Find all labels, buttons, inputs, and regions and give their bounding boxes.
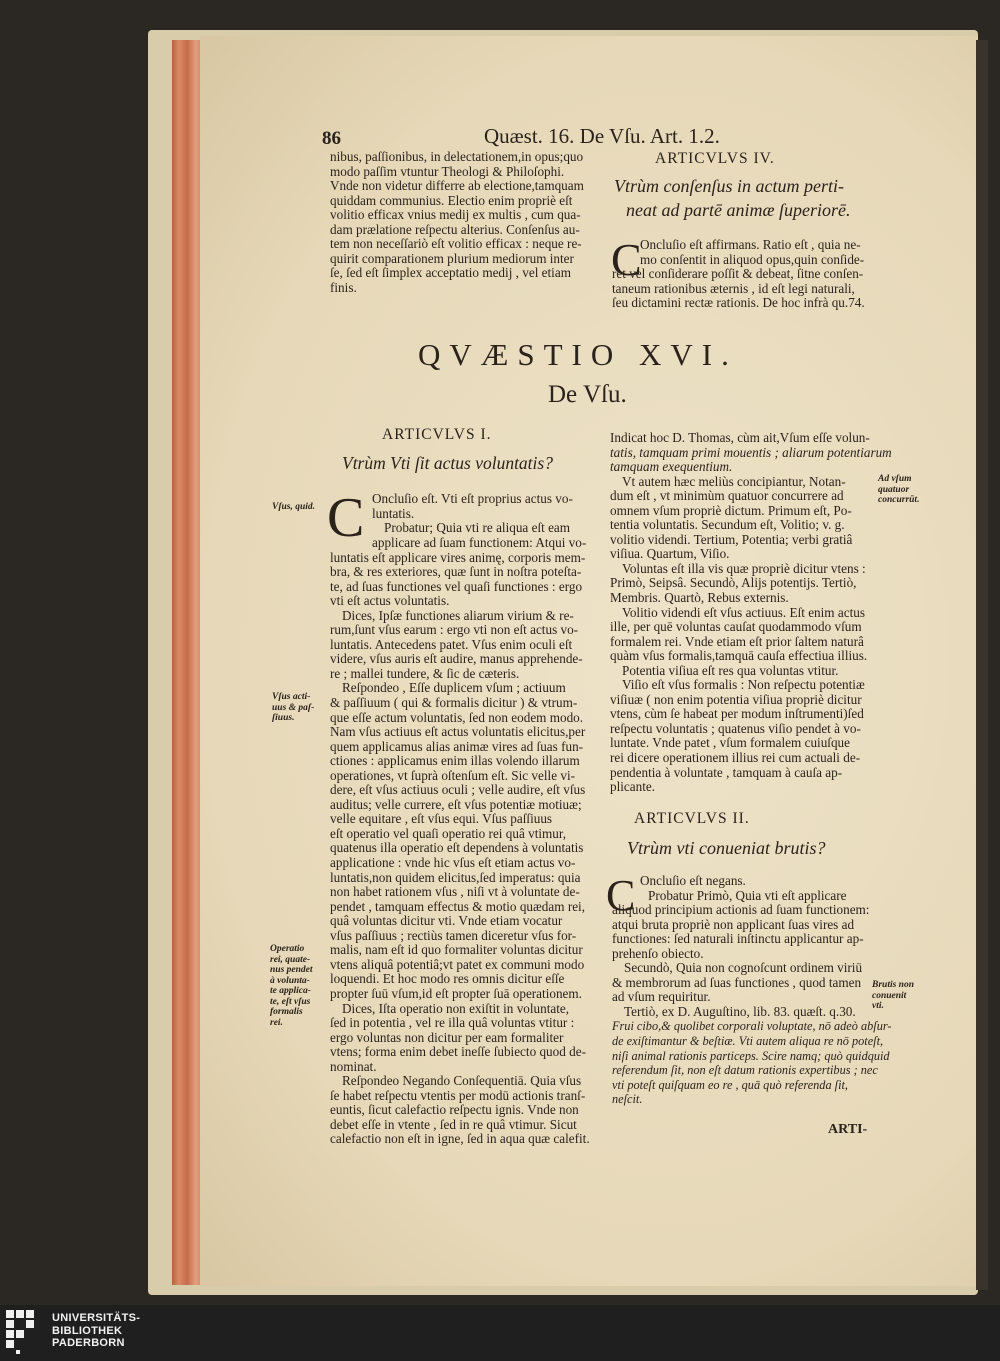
text-line: quàm vſus formalis,tamquā cauſa effectiua illius. [610,648,868,664]
text-line: luntatis. Antecedens patet. Vſus enim oculi eſt [330,636,573,652]
text-line: vſus paſſiuus ; rectiùs tamen diceretur vſus for- [330,927,577,943]
text-line: rei dicere operationem illius rei cum actuali de- [610,750,861,766]
library-logo-icon [6,1310,44,1356]
text-line: calefactio non eſt in igne, ſed in aqua quæ calefit. [330,1131,590,1147]
art4-question-2: neat ad partē animæ ſuperiorē. [626,200,851,220]
text-line: nibus, paſſionibus, in delectationem,in opus;quo [330,149,584,164]
margin-line: te applica- [270,986,311,996]
text-line: loquendi. Et hoc modo res omnis dicitur eſſe [330,971,565,987]
text-line: Potentia viſiua eſt res qua voluntas vtitur. [622,662,839,678]
library-name-line: PADERBORN [52,1337,125,1349]
text-line: operationes, vt ſuprà oſtenſum eſt. Sic velle vi- [330,767,576,783]
text-line: quâ voluntas dicitur vti. Vnde etiam vocatur [330,913,563,929]
text-line: Oncluſio eſt negans. [640,873,746,888]
art2-question: Vtrùm vti conueniat brutis? [627,838,826,858]
margin-line: Brutis non [872,980,914,990]
library-name [52,1312,140,1350]
text-line: eſt operatio vel quaſi operatio rei quâ vtimur, [330,825,567,841]
text-line: aliquod principium actionis ad ſuam functionem: [612,902,870,918]
catchword: ARTI- [828,1122,868,1137]
text-line: bra, & res exteriores, quæ ſunt in noſtra poteſta- [330,564,582,580]
text-line: dere, eſt vſus actiuus oculi ; velle audire, eſt vſus [330,782,586,798]
margin-line: conuenit [872,990,907,1001]
text-line: ad vſum requiritur. [612,989,711,1005]
library-name-line: BIBLIOTHEK [52,1324,123,1337]
text-line: vtens, cùm ſe habeat per modum inſtrumenti)ſed [610,706,864,722]
margin-line: quatuor [878,484,910,495]
art1-drop-cap: C [327,487,365,549]
text-line: Probatur; Quia vti re aliqua eſt eam [384,520,571,536]
text-line: Indicat hoc D. Thomas, cùm ait,Vſum eſſe volun- [610,430,870,445]
text-line: & membrorum ad ſuas functiones , quod tamen [612,974,862,990]
margin-line: rei. [270,1017,283,1028]
text-line: tatis, tamquam primi mouentis ; aliarum potentiarum [610,444,892,460]
text-line: Dices, Ipſæ functiones aliarum virium & re- [342,607,574,623]
text-line: omnem vſum propriè dictum. Primum eſt, Po- [610,502,852,518]
text-line: modo paſſim vtuntur Theologi & Philoſophi. [330,163,565,179]
margin-line: te, eſt vſus [270,996,311,1007]
text-line: nominat. [330,1058,377,1074]
text-line: euntis, ſicut calefactio reſpectu ignis. Vnde non [330,1102,579,1118]
art1-text [330,536,602,1147]
text-line: Tertiò, ex D. Auguſtino, lib. 83. quæſt. q.30. [624,1003,856,1019]
text-line: luntate. Vnde patet , vſum formalem cuiuſque [610,735,850,751]
right-col-text-a [610,430,892,795]
text-line: Reſpondeo Negando Conſequentiā. Quia vſus [342,1073,582,1089]
text-line: Nam vſus actiuus eſt actus voluntatis elicitus,per [330,724,586,740]
text-line: neſcit. [612,1092,643,1107]
text-line: rum,ſunt vſus earum : ergo vti non eſt actus vo- [330,622,579,638]
text-line: luntatis. [372,505,415,521]
text-line: pendet , tamquam effectus & motio quædam rei, [330,898,586,914]
text-line: atqui bruta propriè non applicant ſuas vires ad [612,916,855,932]
text-line: de exiſtimantur & beſtiæ. Vti autem aliqua re nō poteſt, [612,1034,884,1049]
text-line: viſiuæ ( non enim potentia viſiua propriè dicitur [610,691,862,707]
text-line: ſe, ſed eſt ſimplex acceptatio medij , vel etiam [330,265,571,281]
text-line: dum eſt , vt minimùm quatuor concurrere ad [610,488,844,504]
text-line: Volitio videndi eſt vſus actiuus. Eſt enim actus [622,604,865,620]
margin-line: Vſus acti- [272,692,311,702]
text-line: mo conſentit in aliquod opus,quin conſide- [640,251,865,267]
text-line: tamquam exequentium. [610,459,733,475]
art1-question: Vtrùm Vti ſit actus voluntatis? [342,453,553,473]
margin-ad-usum [878,474,919,506]
text-line: volitio videndi. Tertium, Potentia; verbi gratiâ [610,531,853,547]
text-line: Frui cibo,& quolibet corporali voluptate, nō adeò abſur- [612,1019,892,1034]
page-number: 86 [322,128,341,149]
text-line: viſiua. Quartum, Viſio. [610,546,730,562]
art2-drop-cap: C [606,871,636,920]
text-line: & paſſiuum ( qui & formalis dicitur ) & vtrum- [330,695,578,711]
footer-bar [0,1305,1000,1361]
text-line: non habet rationem vſus , niſi vt à voluntate de- [330,884,580,900]
text-line: quem applicamus alias animæ vires ad ſuas fun- [330,738,584,754]
text-line: dam prælatione reſpectu alterius. Conſenſus au- [330,221,580,237]
text-line: vti eſt actus voluntatis. [330,593,450,609]
text-line: Membris. Quartò, Rebus externis. [610,590,789,606]
text-line: malis, nam eſt id quo formaliter voluntas dicitur [330,942,583,958]
margin-line: formalis [270,1007,303,1017]
text-line: ergo voluntas non dicitur per eam formaliter [330,1029,564,1045]
art4-heading: ARTICVLVS IV. [655,150,775,167]
text-line: vti poteſt quiſquam eo re , quā quò referenda ſit, [612,1077,848,1092]
margin-line: rei, quate- [270,954,311,965]
text-line: que eſſe actum voluntatis, ſed non eodem modo. [330,709,584,725]
margin-line: ſiuus. [272,713,295,723]
running-head: Quæst. 16. De Vſu. Art. 1.2. [484,124,720,148]
text-line: pendentia à voluntate , tamquam à cauſa ap- [610,764,843,780]
text-line: Viſio eſt vſus formalis : Non reſpectu potentiæ [622,677,865,693]
margin-line: uus & paſ- [272,702,315,713]
art4-text-cont [612,267,882,311]
text-line: quiddam communius. Electio enim propriè eſt [330,192,573,208]
text-line: referendum ſit, non eſt datum rationis expertibus ; nec [612,1063,878,1078]
text-line: quirit comparationem plurium mediorum inter [330,250,574,266]
text-line: ſe habet reſpectu vtentis per modū actionis tranſ- [330,1087,586,1103]
margin-brutis [872,980,914,1012]
text-line: propter ſuū vſum,id eſt propter ſuā operationem. [330,985,582,1001]
quaestio-title: QVÆSTIO XVI. [418,337,738,372]
text-line: vtens; forma enim debet ineſſe ſubiecto quod de- [330,1044,586,1060]
text-line: ret vel conſiderare poſſit & debeat, ſitne conſen- [612,266,864,281]
text-line: luntatis,non quidem elicitus,ſed imperatus: quia [330,869,581,885]
text-line: re ; mallei tundere, & ſic de cæteris. [330,665,520,681]
text-line: functiones: ſed naturali inſtinctu applicantur ap- [612,931,864,947]
art1-heading: ARTICVLVS I. [382,426,492,443]
text-line: Secundò, Quia non cognoſcunt ordinem viriū [624,960,863,976]
margin-operatio [270,944,313,1028]
quaestio-subtitle: De Vſu. [548,381,627,408]
margin-line: concurrūt. [878,495,920,505]
text-line: videre, vſus auris eſt audire, manus apprehende- [330,651,583,667]
margin-usus-quid [272,502,315,513]
art2-heading: ARTICVLVS II. [634,810,750,827]
text-line: Primò, Seipsâ. Secundò, Alijs potentijs. Tertiò, [610,575,857,591]
text-line: Vt autem hæc meliùs concipiantur, Notan- [622,473,846,489]
text-line: reſpectu voluntatis ; quatenus viſio pendet à vo- [610,720,861,736]
margin-line: Vſus, quid. [272,502,316,512]
text-line: niſi animal rationis particeps. Scire namq; quò quidquid [612,1048,890,1063]
text-line: Oncluſio eſt affirmans. Ratio eſt , quia ne- [640,237,861,252]
text-line: Dices, Iſta operatio non exiſtit in voluntate, [342,1000,570,1016]
text-line: tem non neceſſariò eſt volitio efficax : neque re- [330,236,582,252]
text-line: quatenus illa operatio eſt dependens à voluntatis [330,840,584,856]
text-line: formalem rei. Vnde etiam eſt prior ſaltem naturâ [610,633,864,649]
binding-shadow [976,40,988,1290]
text-line: ſed in potentia , vel re illa quâ voluntas vtitur : [330,1015,575,1031]
art1-text-first [372,492,602,536]
margin-usus-activus [272,692,314,724]
library-name-line: UNIVERSITÄTS- [52,1312,141,1324]
text-line: Voluntas eſt illa vis quæ propriè dicitur vtens : [622,560,866,576]
text-line: luntatis eſt applicare vires animę, corporis mem- [330,549,586,565]
text-line: ſeu dictamini rectæ rationis. De hoc infrà qu.74. [612,295,865,311]
text-line: taneum rationibus æternis , id eſt legi naturali, [612,280,855,296]
text-line: vtens aliquâ potentiâ;vt patet ex communi modo [330,956,585,972]
art4-text [640,238,880,267]
text-line: applicare ad ſuam functionem: Atqui vo- [372,535,587,550]
art4-drop-cap: C [611,234,642,285]
text-line: te, ad ſuas functiones vel quaſi functiones : ergo [330,578,583,594]
text-line: tentia voluntatis. Secundum eſt, Volitio; v. g. [610,517,845,533]
margin-line: Operatio [270,944,305,954]
text-line: ille, per quē voluntas cauſat quodammodo vſum [610,619,862,635]
text-line: prehenſo obiecto. [612,945,704,961]
text-line: applicatione : vnde hic vſus eſt etiam actus vo- [330,855,576,871]
text-line: volitio efficax vnius medij ex multis , cum qua- [330,207,581,223]
margin-line: nus pendet [270,965,313,975]
text-line: plicante. [610,779,656,795]
text-line: Probatur Primò, Quia vti eſt applicare [648,887,847,903]
text-line: Oncluſio eſt. Vti eſt proprius actus vo- [372,491,573,506]
text-line: auditus; velle currere, eſt vſus potentiæ motiuæ; [330,796,582,812]
text-line: velle equitare , eſt vſus equi. Vſus paſſiuus [330,811,553,827]
text-line: finis. [330,279,357,295]
art4-question-1: Vtrùm conſenſus in actum perti- [614,176,844,196]
top-left-text [330,150,600,295]
margin-line: Ad vſum [878,474,912,484]
margin-line: à volunta- [270,975,310,986]
text-line: Reſpondeo , Eſſe duplicem vſum ; actiuum [342,680,566,696]
text-line: debet eſſe in vtente , ſed in re quâ vtimur. Sicut [330,1116,577,1132]
margin-line: vti. [872,1001,884,1011]
text-line: Vnde non videtur differre ab electione,tamquam [330,178,584,194]
text-line: ctiones : applicamus enim illas volendo illarum [330,753,580,769]
